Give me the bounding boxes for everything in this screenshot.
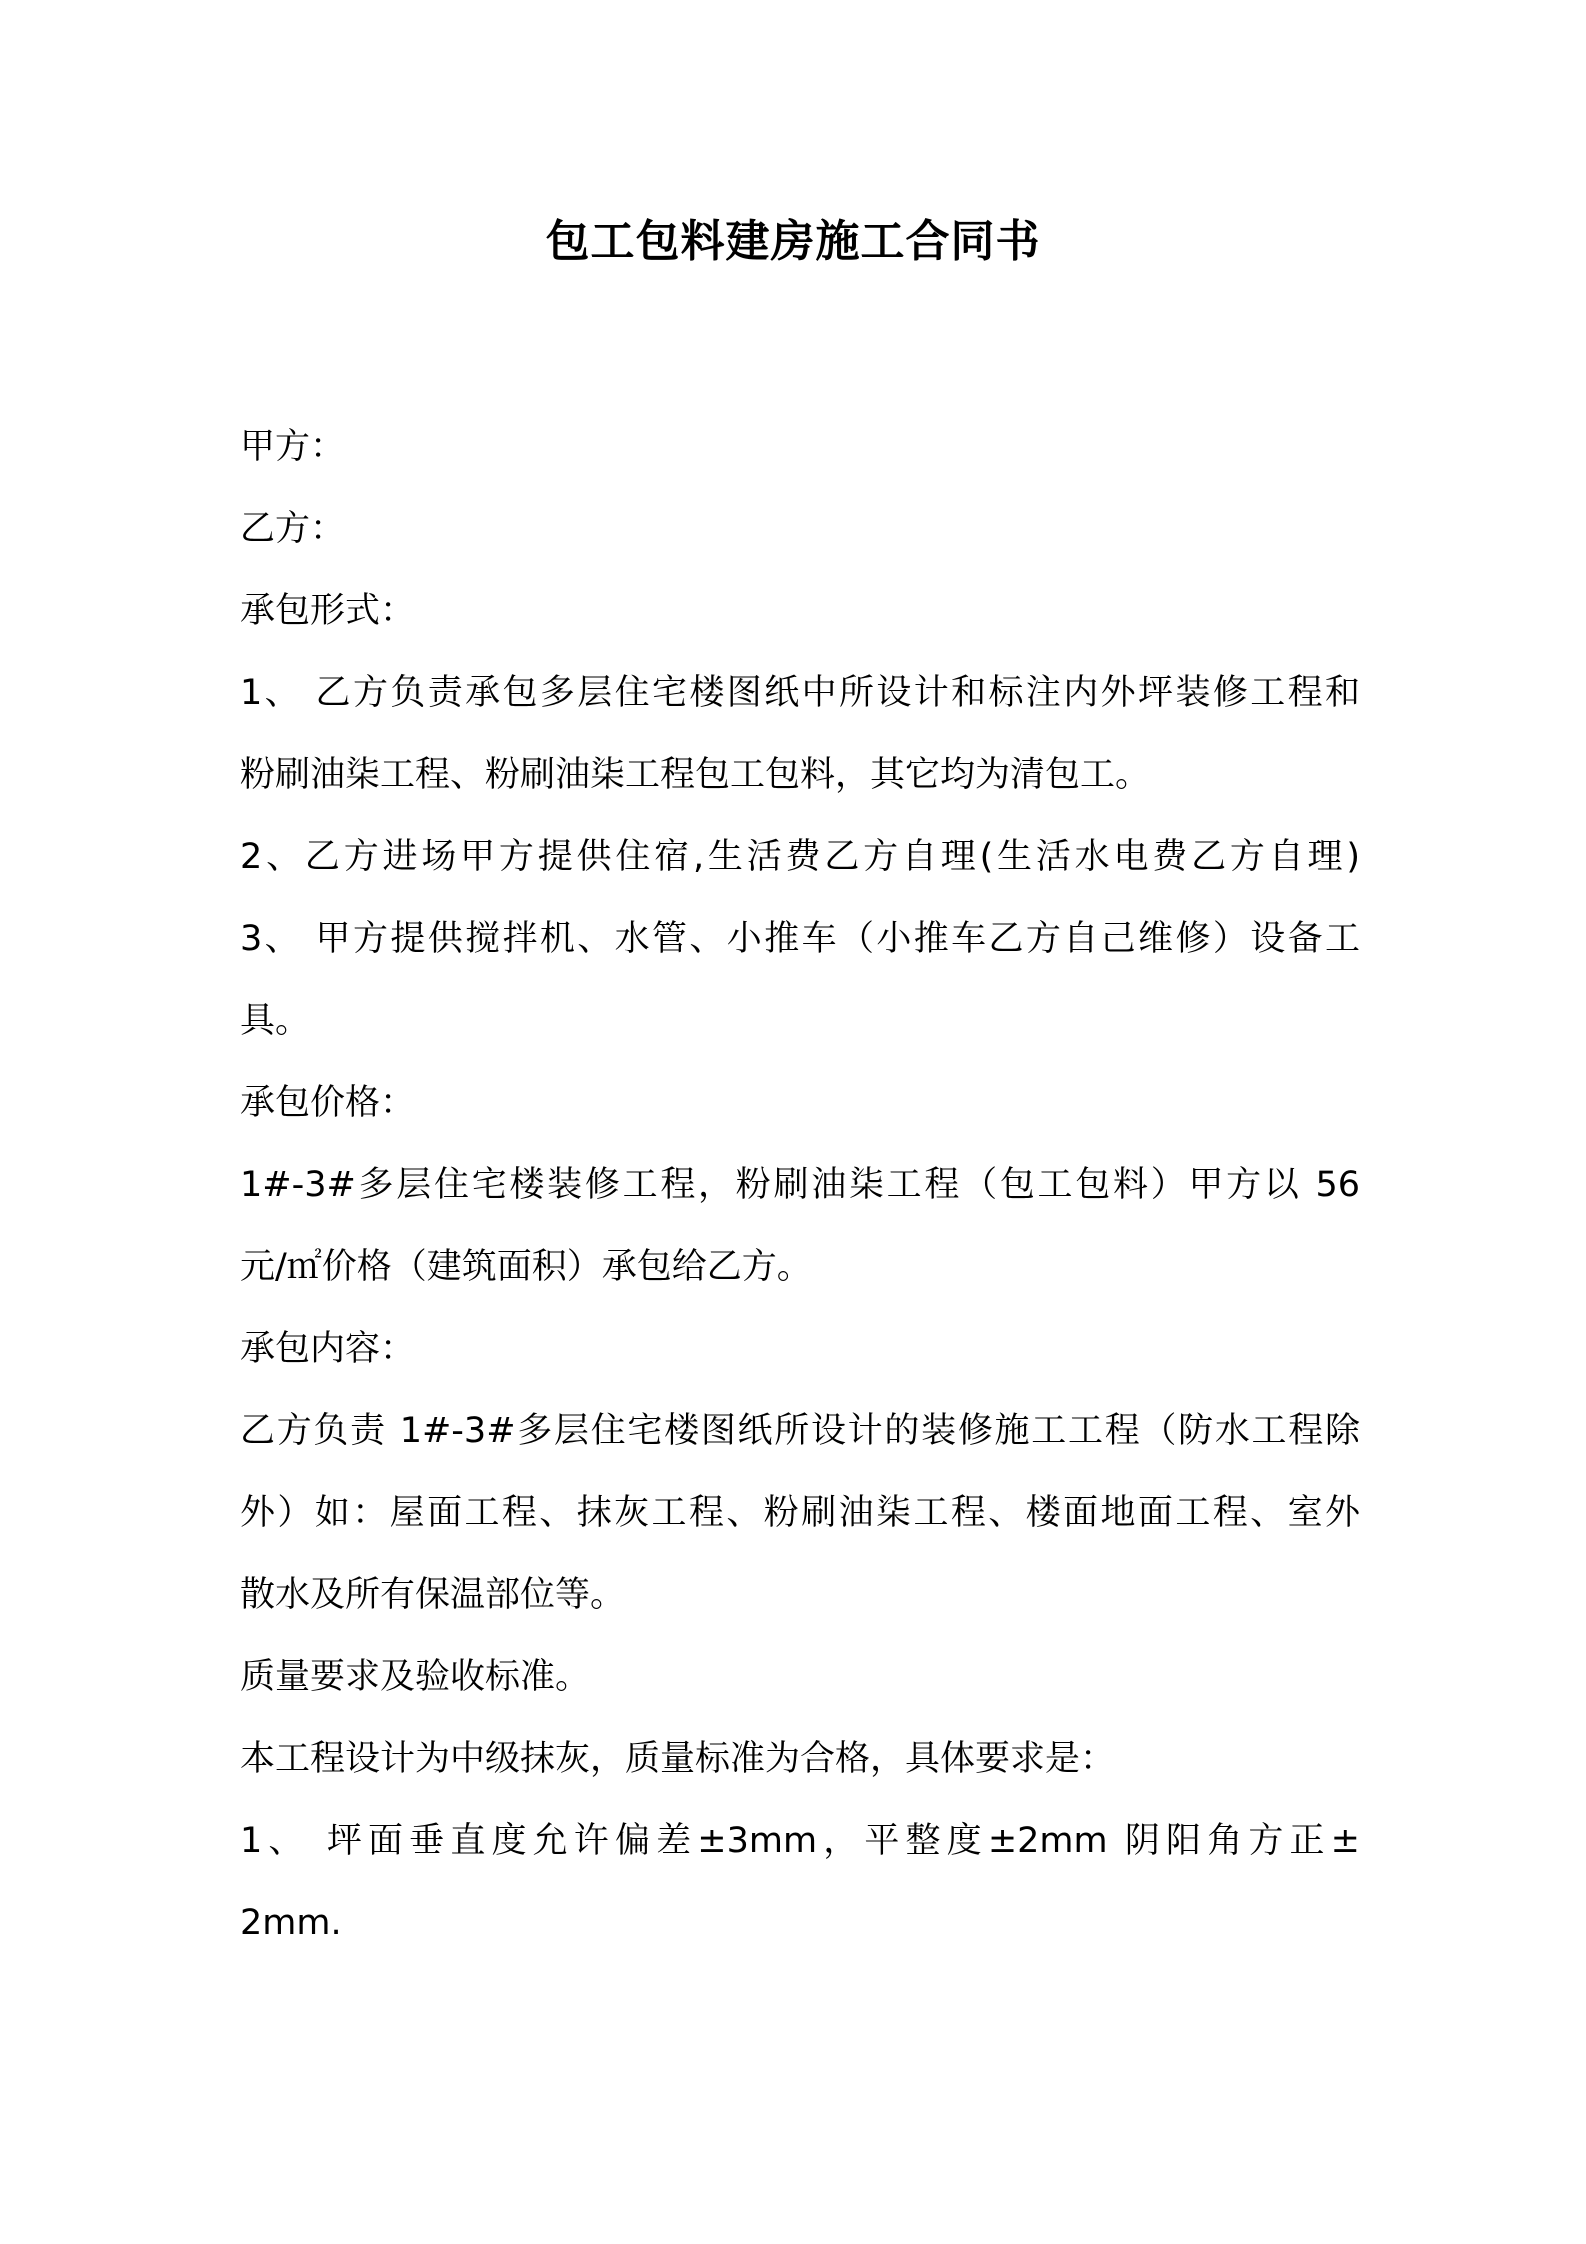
paragraph-line: 散水及所有保温部位等。: [240, 1575, 626, 1615]
paragraph-line: 具。: [240, 1001, 311, 1041]
paragraph-line: 2mm.: [240, 1903, 342, 1943]
paragraph-line: 3、 甲方提供搅拌机、水管、小推车（小推车乙方自己维修）设备工: [240, 919, 1360, 959]
party-b-line: 乙方：: [240, 509, 346, 549]
party-a-line: 甲方：: [240, 427, 346, 467]
paragraph-line: 元/㎡价格（建筑面积）承包给乙方。: [240, 1247, 812, 1287]
paragraph-line: 外）如：屋面工程、抹灰工程、粉刷油柒工程、楼面地面工程、室外: [240, 1493, 1360, 1533]
paragraph-line: 粉刷油柒工程、粉刷油柒工程包工包料，其它均为清包工。: [240, 755, 1151, 795]
document-body: [240, 406, 1360, 1964]
paragraph-line: 1#-3#多层住宅楼装修工程，粉刷油柒工程（包工包料）甲方以 56: [240, 1165, 1360, 1205]
paragraph-line: 2、乙方进场甲方提供住宿,生活费乙方自理(生活水电费乙方自理): [240, 837, 1360, 877]
paragraph-line: 本工程设计为中级抹灰，质量标准为合格，具体要求是：: [240, 1739, 1116, 1779]
paragraph-line: 1、 乙方负责承包多层住宅楼图纸中所设计和标注内外坪装修工程和: [240, 673, 1360, 713]
section-heading-quality: 质量要求及验收标准。: [240, 1657, 591, 1697]
paragraph-line: 1、 坪面垂直度允许偏差±3mm，平整度±2mm 阴阳角方正±: [240, 1821, 1360, 1861]
section-heading-contract-price: 承包价格：: [240, 1083, 416, 1123]
section-heading-contract-form: 承包形式：: [240, 591, 416, 631]
paragraph-line: 乙方负责 1#-3#多层住宅楼图纸所设计的装修施工工程（防水工程除: [240, 1411, 1360, 1451]
section-heading-contract-content: 承包内容：: [240, 1329, 416, 1369]
document-title: 包工包料建房施工合同书: [545, 216, 1041, 267]
